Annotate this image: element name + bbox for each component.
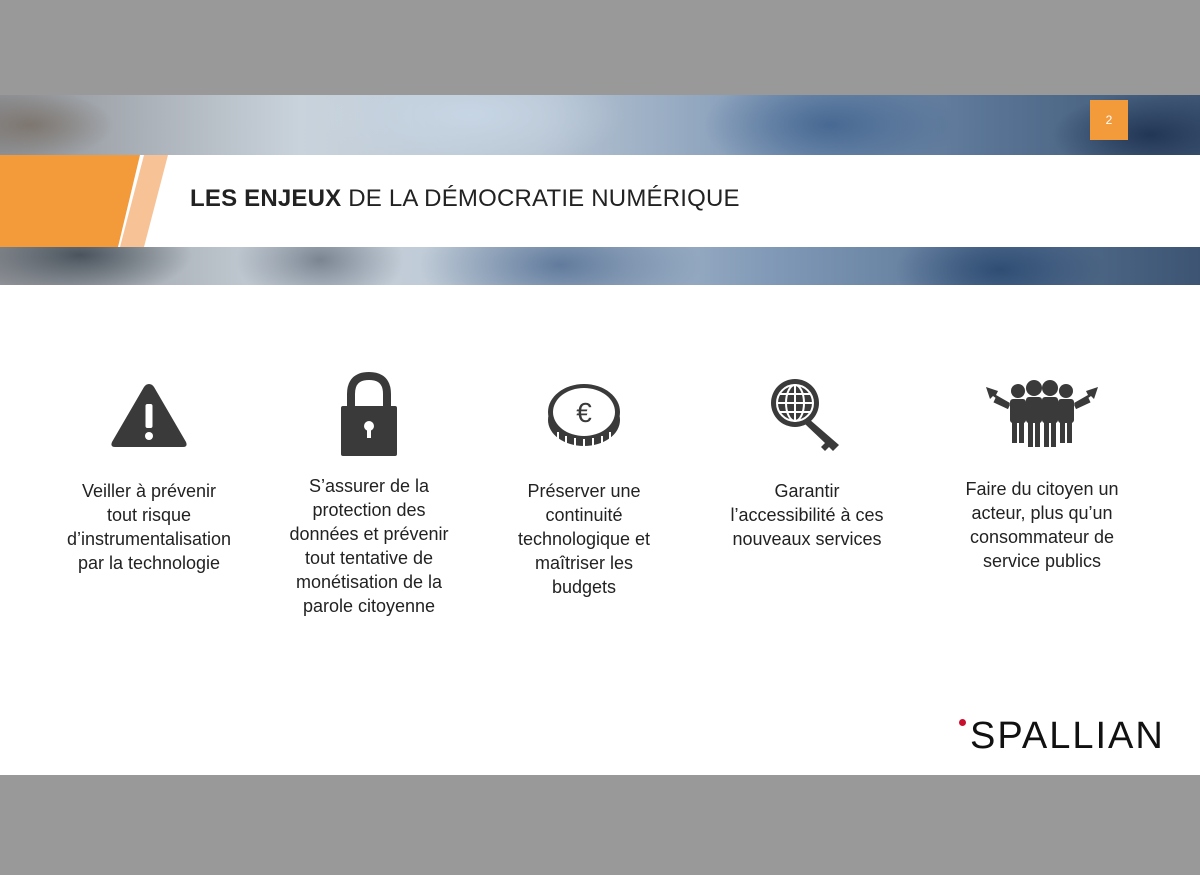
issues-row [0, 375, 1200, 635]
issue-2-line: parole citoyenne [302, 596, 436, 616]
svg-text:€: € [576, 397, 592, 428]
orange-accent-tab [0, 155, 140, 247]
page-number-badge: 2 [1090, 100, 1128, 140]
issue-label-4 [702, 479, 912, 551]
euro-coin-icon [479, 375, 689, 455]
issue-label-2 [264, 474, 474, 618]
logo-text: SPALLIAN [970, 715, 1165, 757]
issue-3-line: technologique et [517, 529, 651, 549]
issue-2-line: protection des [312, 500, 426, 520]
issue-label-1 [44, 479, 254, 575]
issue-1-line: Veiller à prévenir [81, 481, 217, 501]
issue-2-line: tout tentative de [304, 548, 434, 568]
issue-4-line: Garantir [774, 481, 840, 501]
issue-3-line: Préserver une [527, 481, 641, 501]
group-people-arrows-icon [937, 373, 1147, 453]
title-bar [0, 155, 1200, 247]
logo-dot [959, 719, 966, 726]
issue-item-4 [702, 375, 912, 551]
warning-triangle-icon [44, 375, 254, 455]
issue-label-5 [937, 477, 1147, 573]
page-title-bold: LES ENJEUX [190, 185, 342, 212]
issue-5-line: consommateur de [969, 527, 1115, 547]
issue-2-line: S’assurer de la [308, 476, 430, 496]
page-title-rest: DE LA DÉMOCRATIE NUMÉRIQUE [341, 185, 740, 212]
issue-3-line: budgets [551, 577, 617, 597]
issue-2-line: monétisation de la [295, 572, 443, 592]
issue-4-line: nouveaux services [732, 529, 882, 549]
issue-1-line: par la technologie [77, 553, 221, 573]
padlock-icon [264, 370, 474, 460]
issue-item-1 [44, 375, 254, 575]
issue-label-3 [479, 479, 689, 599]
spallian-logo [955, 715, 1165, 765]
issue-1-line: tout risque [106, 505, 192, 525]
issue-item-2 [264, 370, 474, 618]
issue-3-line: maîtriser les [534, 553, 633, 573]
issue-2-line: données et prévenir [289, 524, 449, 544]
globe-key-icon [702, 375, 912, 455]
issue-5-line: acteur, plus qu’un [971, 503, 1113, 523]
slide [0, 95, 1200, 775]
issue-1-line: d’instrumentalisation [66, 529, 232, 549]
page-title [190, 185, 740, 213]
issue-4-line: l’accessibilité à ces [730, 505, 884, 525]
issue-item-5 [937, 373, 1147, 573]
header-banner-image [0, 95, 1200, 285]
issue-3-line: continuité [545, 505, 623, 525]
issue-5-line: Faire du citoyen un [965, 479, 1119, 499]
issue-5-line: service publics [982, 551, 1102, 571]
issue-item-3 [479, 375, 689, 599]
